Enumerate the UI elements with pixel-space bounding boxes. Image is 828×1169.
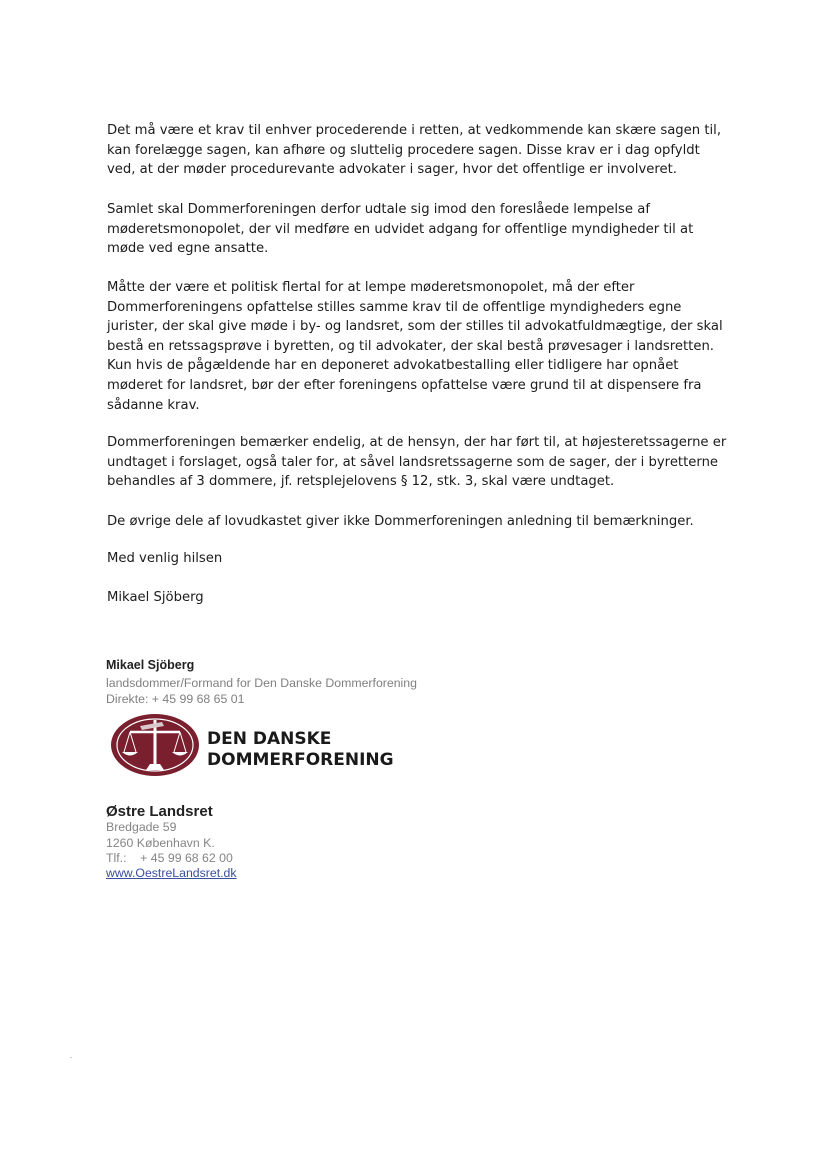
court-website-link[interactable]: www.OestreLandsret.dk (106, 866, 237, 880)
signature-phone: Direkte: + 45 99 68 65 01 (106, 692, 245, 706)
paragraph-2: Samlet skal Dommerforeningen derfor udtale sig imod den foreslåede lempelse af møderetsmonopolet, der vil medføre en udvidet adgang for offentlige myndigheder til at møde ved egne ansatte. (107, 202, 694, 257)
logo-line-1: DEN DANSKE (207, 729, 332, 749)
scan-speck (70, 1057, 72, 1058)
dommerforening-logo (110, 712, 410, 782)
logo-emblem-icon (110, 712, 410, 782)
logo-line-2: DOMMERFORENING (207, 750, 394, 770)
court-name: Østre Landsret (106, 803, 213, 820)
signature-title: landsdommer/Formand for Den Danske Dommerforening (106, 676, 417, 690)
court-street: Bredgade 59 (106, 820, 177, 834)
paragraph-4: Dommerforeningen bemærker endelig, at de hensyn, der har ført til, at højesteretssagerne er undtaget i forslaget, også taler for, at såvel landsretssagerne som de sager, der i byretterne behandles af 3 dommere, jf. retsplejelovens § 12, stk. 3, skal være undtaget. (107, 435, 727, 490)
signer-name: Mikael Sjöberg (107, 590, 204, 605)
paragraph-3: Måtte der være et politisk flertal for at lempe møderetsmonopolet, må der efter Dommerforeningens opfattelse stilles samme krav til de offentlige myndigheders egne jurister, der skal give møde i by- og landsret, som der stilles til advokatfuldmægtige, der skal bestå en retssagsprøve i byretten, og til advokater, der skal bestå prøvesager i landsretten. Kun hvis de pågældende har en deponeret advokatbestalling eller tidligere har opnået møderet for landsret, bør der efter foreningens opfattelse være grund til at dispensere fra sådanne krav. (107, 280, 723, 413)
paragraph-1: Det må være et krav til enhver procederende i retten, at vedkommende kan skære sagen til, kan forelægge sagen, kan afhøre og sluttelig procedere sagen. Disse krav er i dag opfyldt ved, at der møder procedurevante advokater i sager, hvor det offentlige er involveret. (107, 123, 722, 178)
signature-name: Mikael Sjöberg (106, 658, 195, 672)
closing: Med venlig hilsen (107, 551, 223, 566)
court-phone: Tlf.: + 45 99 68 62 00 (106, 851, 233, 865)
court-city: 1260 København K. (106, 836, 215, 850)
paragraph-5: De øvrige dele af lovudkastet giver ikke Dommerforeningen anledning til bemærkninger. (107, 514, 694, 529)
